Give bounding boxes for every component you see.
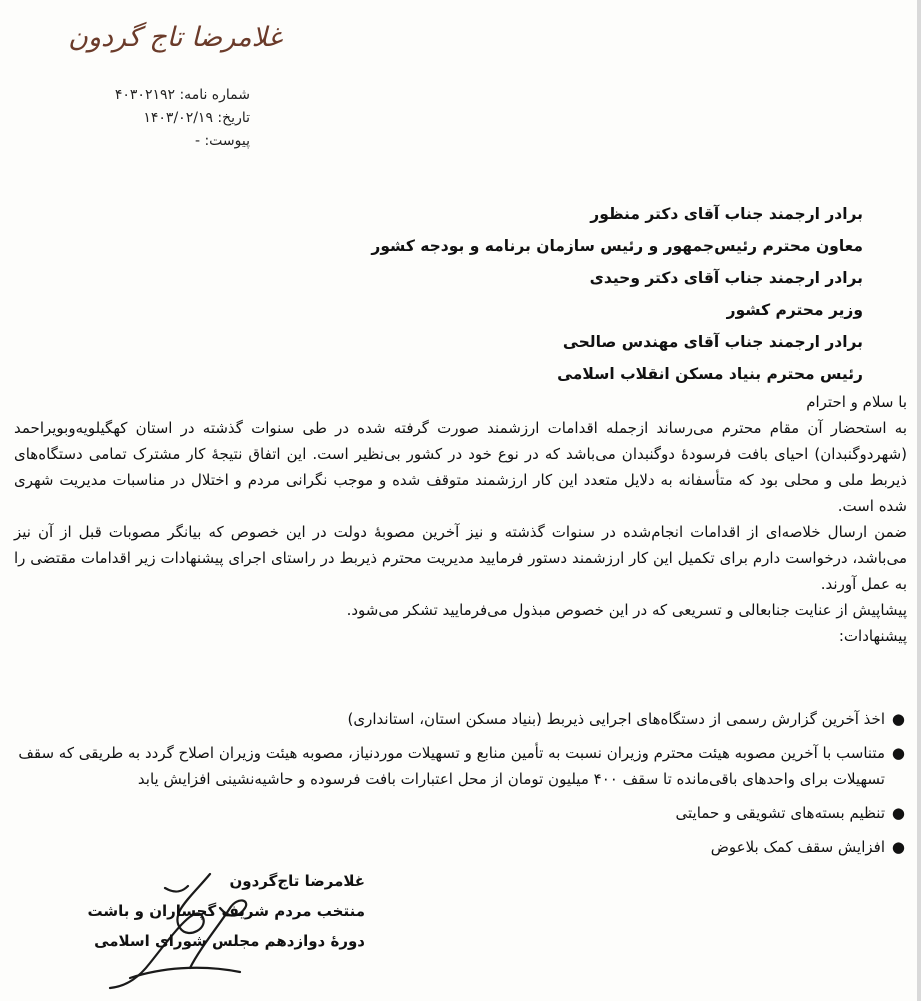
proposal-text: اخذ آخرین گزارش رسمی از دستگاه‌های اجرایی ذیربط (بنیاد مسکن استان، استانداری) [347,710,885,728]
proposals-list [14,706,907,868]
list-item [14,706,907,732]
proposal-text: تنظیم بسته‌های تشویقی و حمایتی [675,804,885,822]
recipient-line: وزیر محترم کشور [726,301,863,319]
paragraph: پیشاپیش از عنایت جنابعالی و تسریعی که در این خصوص مبذول می‌فرمایید تشکر می‌شود. [346,601,907,619]
recipient-line: رئیس محترم بنیاد مسکن انقلاب اسلامی [557,365,863,383]
bullet-icon: ● [891,804,905,822]
recipient-line: معاون محترم رئیس‌جمهور و رئیس سازمان برنامه و بودجه کشور [371,237,863,255]
proposals-heading: پیشنهادات: [838,627,907,645]
signer-name: غلامرضا تاج‌گردون [229,872,365,890]
letter-date: تاریخ: ۱۴۰۳/۰۲/۱۹ [143,110,250,126]
recipient-line: برادر ارجمند جناب آقای دکتر منظور [590,205,863,223]
bullet-icon: ● [891,710,905,728]
scan-edge [917,0,921,1001]
letter-body [14,389,907,649]
proposal-text: متناسب با آخرین مصوبه هیئت محترم وزیران نسبت به تأمین منابع و تسهیلات موردنیاز، مصوبه هیئت وزیران اصلاح گردد به طریقی که سقف تسهیلات برای واحدهای باقی‌مانده تا سقف ۴۰۰ میلیون تومان از محل اعتبارات بافت فرسوده و حاشیه‌نشینی افزایش یابد [18,744,885,788]
signer-term: دورهٔ دوازدهم مجلس شورای اسلامی [94,932,365,950]
recipients-block [343,198,863,390]
letterhead-logo: غلامرضا تاج گردون [68,22,282,53]
bullet-icon: ● [891,744,905,762]
proposal-text: افزایش سقف کمک بلاعوض [710,838,885,856]
letter-meta [60,84,250,153]
list-item [14,834,907,860]
recipient-line: برادر ارجمند جناب آقای مهندس صالحی [562,333,863,351]
paragraph: ضمن ارسال خلاصه‌ای از اقدامات انجام‌شده در سنوات گذشته و نیز آخرین مصوبهٔ دولت در این خصوص که بیانگر مصوبات قبل از آن نیز می‌باشد، درخواست دارم برای تکمیل این کار ارزشمند دستور فرمایید مدیریت محترم ذیربط در راستای اجرای پیشنهادات زیر اقدامات مقتضی را به عمل آورند. [14,523,907,593]
list-item [14,800,907,826]
signature-block [55,866,365,956]
signer-title: منتخب مردم شریف گچساران و باشت [87,902,365,920]
letter-number: شماره نامه: ۴۰۳۰۲۱۹۲ [114,87,250,103]
recipient-line: برادر ارجمند جناب آقای دکتر وحیدی [589,269,863,287]
bullet-icon: ● [891,838,905,856]
greeting: با سلام و احترام [806,393,907,411]
letter-attachment: پیوست: - [194,133,250,149]
list-item [14,740,907,792]
paragraph: به استحضار آن مقام محترم می‌رساند ازجمله اقدامات ارزشمند صورت گرفته شده در طی سنوات گذشته در استان کهگیلویه‌وبویراحمد (شهردوگنبدان) احیای بافت فرسودهٔ دوگنبدان می‌باشد که در نوع خود در کشور بی‌نظیر است. این اتفاق نتیجهٔ کار مشترک تمامی دستگاه‌های ذیربط ملی و محلی بود که متأسفانه به دلایل متعدد این کار ارزشمند متوقف شده و موجب نگرانی مردم و اختلال در مناسبات مدیریت شهری شده است. [14,419,907,515]
